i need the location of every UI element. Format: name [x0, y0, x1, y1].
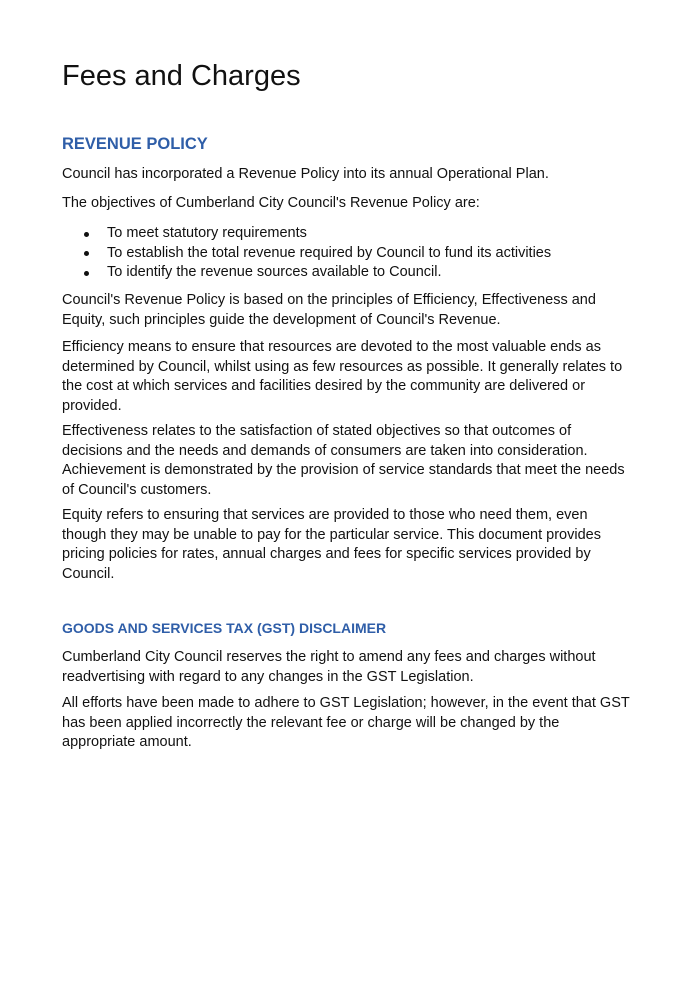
bullet-icon — [84, 271, 89, 276]
list-item — [62, 244, 630, 264]
objective-text: To meet statutory requirements — [107, 225, 307, 241]
objective-text: To identify the revenue sources available to Council. — [107, 264, 442, 280]
bullet-icon — [84, 232, 89, 237]
page-title: Fees and Charges — [62, 60, 301, 92]
efficiency-paragraph: Efficiency means to ensure that resources are devoted to the most valuable ends as determined by Council, whilst using as few resources as possible. It generally relates to the cost at which services and facilities desired by the community are delivered or provided. — [62, 339, 623, 414]
gst-paragraph-2: All efforts have been made to adhere to GST Legislation; however, in the event that GST has been applied incorrectly the relevant fee or charge will be changed by the appropriate amount. — [62, 695, 630, 750]
list-item — [62, 224, 630, 244]
bullet-icon — [84, 251, 89, 256]
objectives-lead: The objectives of Cumberland City Council's Revenue Policy are: — [62, 195, 480, 211]
equity-paragraph: Equity refers to ensuring that services are provided to those who need them, even though they may be unable to pay for the particular service. This document provides pricing policies for rates, annual charges and fees for specific services provided by Council. — [62, 507, 601, 582]
objectives-list — [62, 224, 630, 283]
list-item — [62, 263, 630, 283]
principles-paragraph: Council's Revenue Policy is based on the principles of Efficiency, Effectiveness and Equity, such principles guide the development of Council's Revenue. — [62, 292, 596, 328]
objective-text: To establish the total revenue required by Council to fund its activities — [107, 244, 552, 261]
gst-paragraph-1: Cumberland City Council reserves the right to amend any fees and charges without readvertising with regard to any changes in the GST Legislation. — [62, 649, 596, 685]
revenue-policy-heading: REVENUE POLICY — [62, 135, 208, 153]
gst-disclaimer-heading: GOODS AND SERVICES TAX (GST) DISCLAIMER — [62, 620, 387, 636]
revenue-policy-intro: Council has incorporated a Revenue Policy into its annual Operational Plan. — [62, 166, 549, 182]
effectiveness-paragraph: Effectiveness relates to the satisfaction of stated objectives so that outcomes of decisions and the needs and demands of consumers are taken into consideration. Achievement is demonstrated by the provision of service standards that meet the needs of Council's customers. — [62, 423, 625, 498]
